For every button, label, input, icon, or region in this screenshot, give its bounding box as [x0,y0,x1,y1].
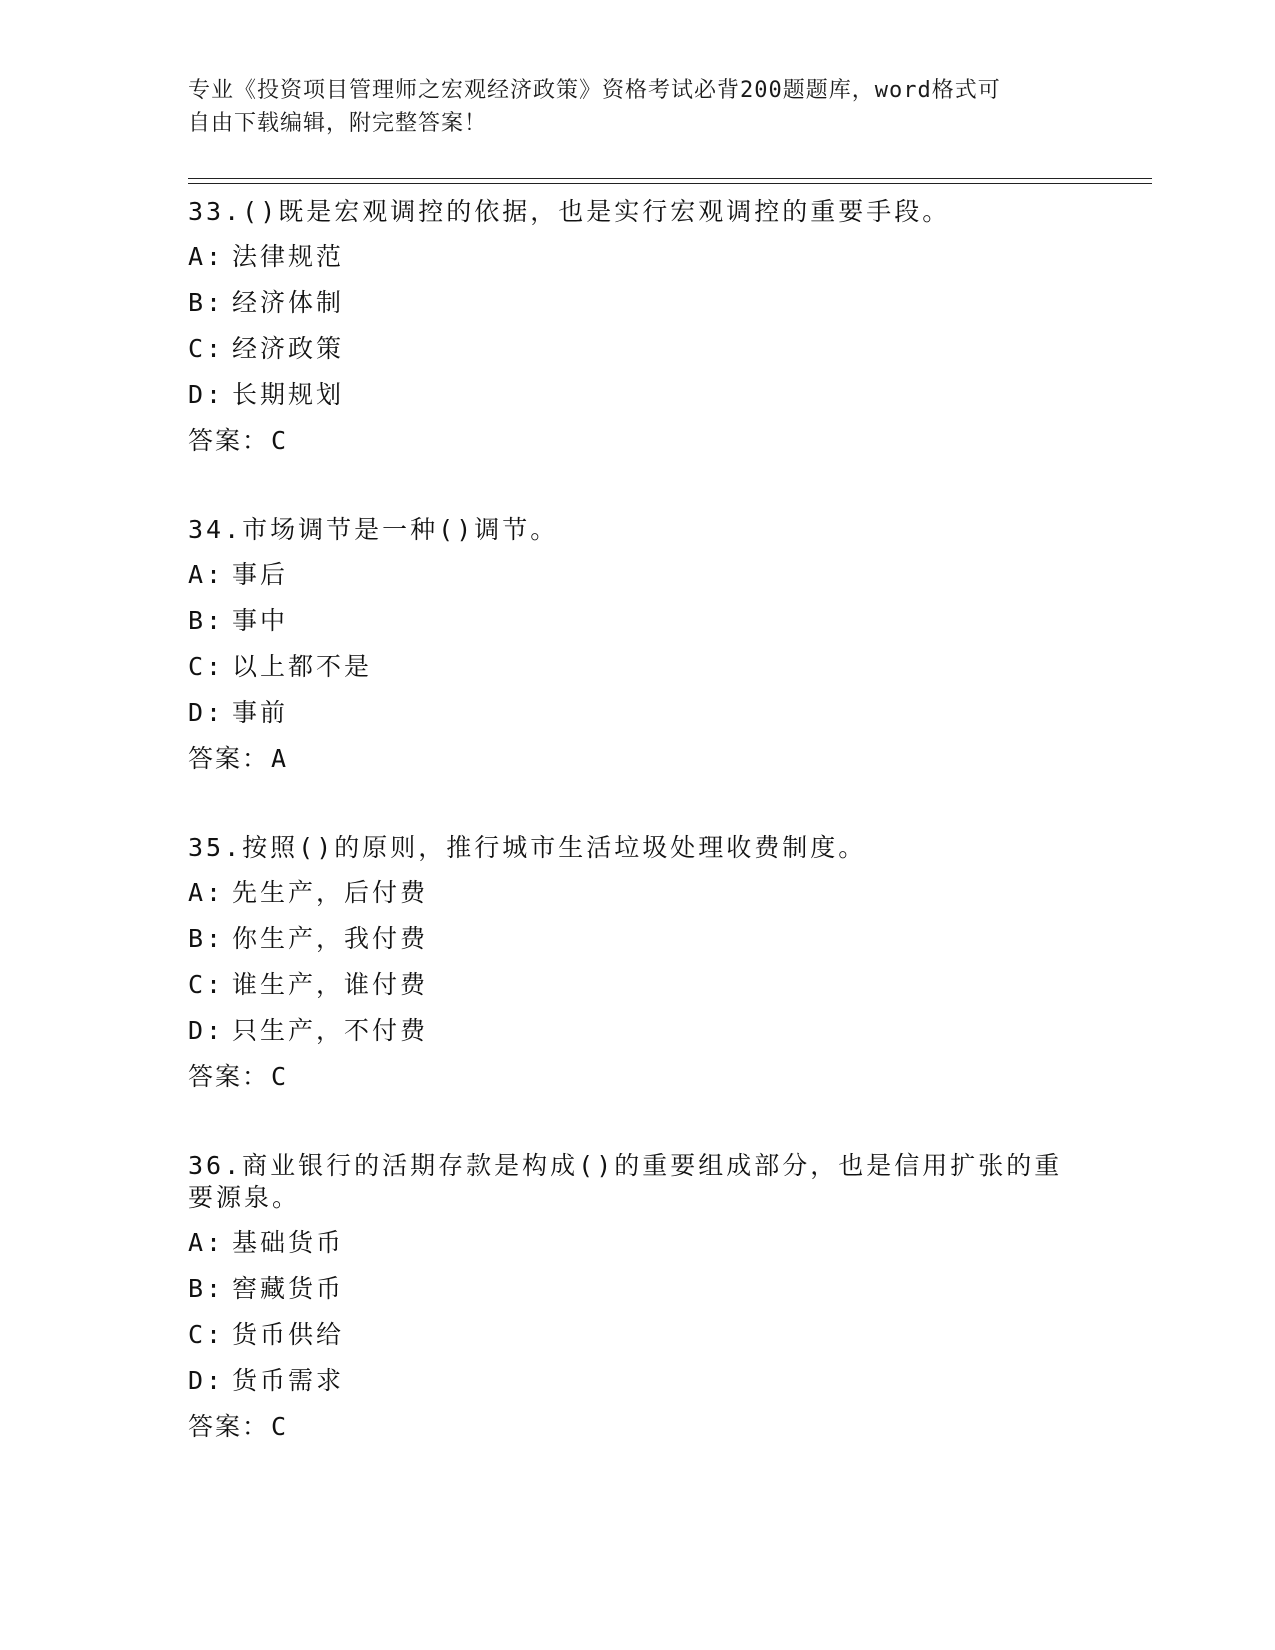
question-text [188,508,1068,552]
header-divider-top [188,178,1152,179]
question-number: 35. [188,833,243,862]
document-header [188,74,1068,140]
option-text: 经济政策 [232,334,345,363]
option-text: 长期规划 [232,380,345,409]
answer-value: C [271,1412,289,1441]
option-text: 只生产，不付费 [232,1016,429,1045]
option-letter: C: [188,334,225,363]
option-text: 事前 [232,698,289,727]
option-text: 经济体制 [232,288,345,317]
question-spacer [188,1100,1088,1144]
option-b [188,916,1088,962]
question-text [188,1144,1068,1220]
header-line-1: 专业《投资项目管理师之宏观经济政策》资格考试必背200题题库，word格式可 [188,78,1001,103]
question-34 [188,508,1088,782]
option-letter: C: [188,1320,225,1349]
answer-line [188,1404,1088,1450]
option-text: 货币供给 [232,1320,345,1349]
option-letter: A: [188,242,225,271]
option-b [188,280,1088,326]
option-c [188,962,1088,1008]
answer-value: C [271,426,289,455]
question-35 [188,826,1088,1100]
option-letter: D: [188,1016,225,1045]
option-letter: B: [188,924,225,953]
option-c [188,326,1088,372]
answer-value: C [271,1062,289,1091]
option-letter: D: [188,698,225,727]
question-number: 36. [188,1151,243,1180]
answer-label: 答案： [188,1412,270,1441]
option-text: 基础货币 [232,1228,345,1257]
option-letter: B: [188,1274,225,1303]
option-text: 你生产，我付费 [232,924,429,953]
option-text: 法律规范 [232,242,345,271]
option-text: 以上都不是 [232,652,373,681]
answer-label: 答案： [188,744,270,773]
option-letter: A: [188,560,225,589]
header-divider-bottom [188,183,1152,184]
header-line-2: 自由下载编辑，附完整答案！ [188,111,488,136]
answer-label: 答案： [188,1062,270,1091]
option-letter: D: [188,1366,225,1395]
question-text [188,826,1068,870]
option-letter: B: [188,288,225,317]
option-d [188,372,1088,418]
option-letter: C: [188,652,225,681]
question-number: 34. [188,515,243,544]
question-36 [188,1144,1088,1450]
question-spacer [188,464,1088,508]
option-a [188,234,1088,280]
question-spacer [188,782,1088,826]
option-a [188,1220,1088,1266]
answer-label: 答案： [188,426,270,455]
option-letter: D: [188,380,225,409]
question-stem: ()既是宏观调控的依据，也是实行宏观调控的重要手段。 [242,197,951,226]
option-text: 先生产，后付费 [232,878,429,907]
answer-line [188,418,1088,464]
question-list [188,190,1088,1450]
answer-line [188,1054,1088,1100]
answer-line [188,736,1088,782]
option-c [188,1312,1088,1358]
question-stem: 市场调节是一种()调节。 [242,515,559,544]
option-text: 事中 [232,606,289,635]
option-letter: C: [188,970,225,999]
option-text: 货币需求 [232,1366,345,1395]
option-letter: A: [188,1228,225,1257]
question-number: 33. [188,197,243,226]
question-stem: 按照()的原则，推行城市生活垃圾处理收费制度。 [242,833,867,862]
option-letter: A: [188,878,225,907]
option-d [188,1008,1088,1054]
answer-value: A [271,744,289,773]
option-c [188,644,1088,690]
option-b [188,1266,1088,1312]
option-text: 窖藏货币 [232,1274,345,1303]
option-letter: B: [188,606,225,635]
option-d [188,690,1088,736]
option-b [188,598,1088,644]
question-stem: 商业银行的活期存款是构成()的重要组成部分，也是信用扩张的重要源泉。 [188,1151,1063,1212]
question-33 [188,190,1088,464]
option-text: 谁生产，谁付费 [232,970,429,999]
option-a [188,870,1088,916]
option-text: 事后 [232,560,289,589]
option-d [188,1358,1088,1404]
question-text [188,190,1068,234]
option-a [188,552,1088,598]
